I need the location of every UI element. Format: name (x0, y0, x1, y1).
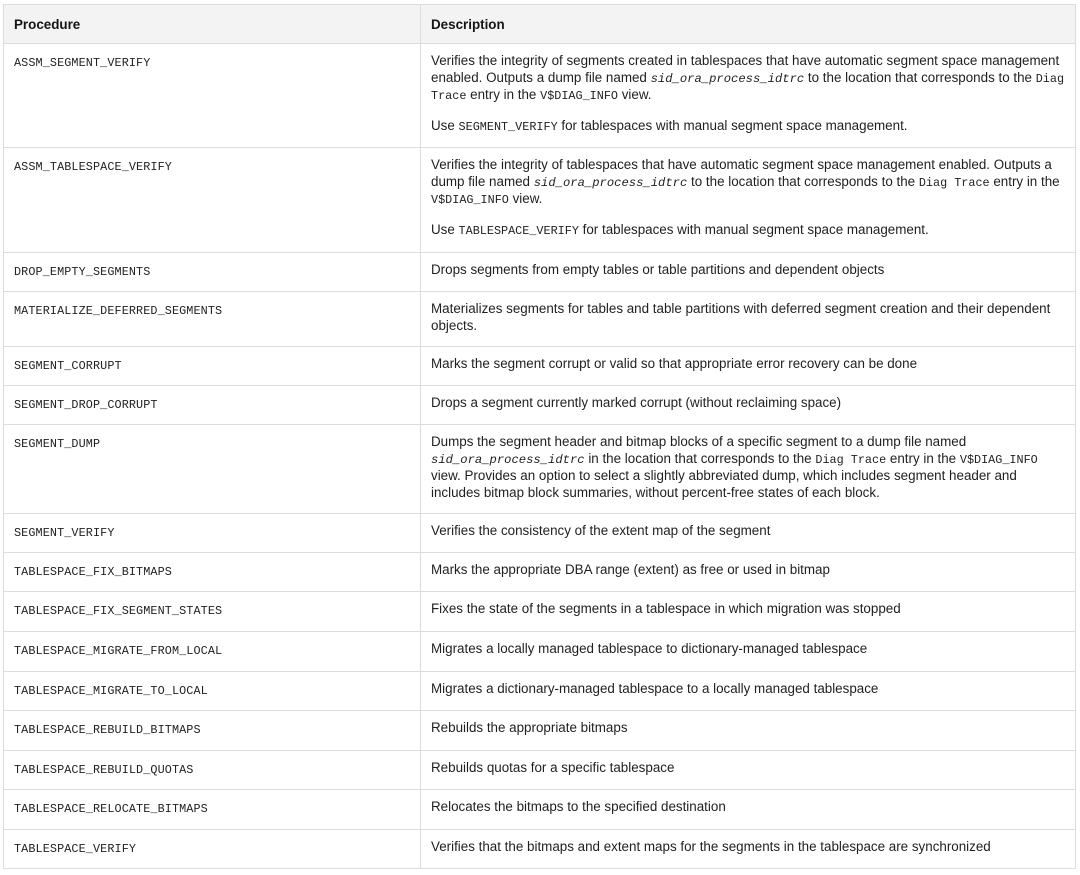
table-row (4, 672, 1076, 711)
column-header-description: Description (421, 5, 1076, 44)
table-row (4, 292, 1076, 347)
procedure-name: TABLESPACE_RELOCATE_BITMAPS (4, 790, 421, 830)
table-row (4, 711, 1076, 751)
table-row (4, 553, 1076, 592)
procedure-name: ASSM_SEGMENT_VERIFY (4, 44, 421, 148)
table-row (4, 347, 1076, 386)
procedure-name: TABLESPACE_REBUILD_QUOTAS (4, 751, 421, 790)
table-row (4, 751, 1076, 790)
procedure-description: Fixes the state of the segments in a tablespace in which migration was stopped (421, 592, 1076, 632)
procedure-description: Rebuilds quotas for a specific tablespace (421, 751, 1076, 790)
table-row (4, 44, 1076, 148)
procedure-name: DROP_EMPTY_SEGMENTS (4, 253, 421, 292)
procedure-name: TABLESPACE_VERIFY (4, 830, 421, 869)
table-row (4, 253, 1076, 292)
procedure-description: Marks the segment corrupt or valid so that appropriate error recovery can be done (421, 347, 1076, 386)
procedure-description: Migrates a dictionary-managed tablespace to a locally managed tablespace (421, 672, 1076, 711)
procedure-description: Verifies the integrity of tablespaces that have automatic segment space management enabled. Outputs a dump file named sid_ora_process_idtrc to the location that corresponds to the Diag Trace entry in the V$DIAG_INFO view. Use TABLESPACE_VERIFY for tablespaces with manual segment space management. (421, 148, 1076, 253)
procedure-name: TABLESPACE_MIGRATE_FROM_LOCAL (4, 632, 421, 672)
procedure-name: MATERIALIZE_DEFERRED_SEGMENTS (4, 292, 421, 347)
table-row (4, 632, 1076, 672)
procedure-name: TABLESPACE_REBUILD_BITMAPS (4, 711, 421, 751)
procedure-name: SEGMENT_DROP_CORRUPT (4, 386, 421, 425)
procedure-description: Migrates a locally managed tablespace to dictionary-managed tablespace (421, 632, 1076, 672)
procedure-description: Relocates the bitmaps to the specified destination (421, 790, 1076, 830)
procedure-description: Verifies the integrity of segments created in tablespaces that have automatic segment space management enabled. Outputs a dump file named sid_ora_process_idtrc to the location that corresponds to the Diag Trace entry in the V$DIAG_INFO view. Use SEGMENT_VERIFY for tablespaces with manual segment space management. (421, 44, 1076, 148)
procedure-description: Dumps the segment header and bitmap blocks of a specific segment to a dump file named sid_ora_process_idtrc in the location that corresponds to the Diag Trace entry in the V$DIAG_INFO view. Provides an option to select a slightly abbreviated dump, which includes segment header and includes bitmap block summaries, without percent-free states of each block. (421, 425, 1076, 514)
procedure-description: Marks the appropriate DBA range (extent) as free or used in bitmap (421, 553, 1076, 592)
procedure-name: SEGMENT_DUMP (4, 425, 421, 514)
column-header-procedure: Procedure (4, 5, 421, 44)
table-row (4, 386, 1076, 425)
procedure-description: Verifies that the bitmaps and extent maps for the segments in the tablespace are synchronized (421, 830, 1076, 869)
table-row (4, 425, 1076, 514)
procedure-name: ASSM_TABLESPACE_VERIFY (4, 148, 421, 253)
procedure-description: Drops a segment currently marked corrupt (without reclaiming space) (421, 386, 1076, 425)
table-row (4, 514, 1076, 553)
procedure-name: TABLESPACE_FIX_SEGMENT_STATES (4, 592, 421, 632)
table-row (4, 148, 1076, 253)
procedure-name: SEGMENT_CORRUPT (4, 347, 421, 386)
table-header-row (4, 5, 1076, 44)
procedure-name: TABLESPACE_FIX_BITMAPS (4, 553, 421, 592)
procedure-description: Materializes segments for tables and table partitions with deferred segment creation and their dependent objects. (421, 292, 1076, 347)
procedure-description: Drops segments from empty tables or table partitions and dependent objects (421, 253, 1076, 292)
procedure-description: Verifies the consistency of the extent map of the segment (421, 514, 1076, 553)
table-row (4, 830, 1076, 869)
table-row (4, 592, 1076, 632)
procedure-name: TABLESPACE_MIGRATE_TO_LOCAL (4, 672, 421, 711)
procedures-table (3, 4, 1076, 869)
procedure-description: Rebuilds the appropriate bitmaps (421, 711, 1076, 751)
table-row (4, 790, 1076, 830)
procedure-name: SEGMENT_VERIFY (4, 514, 421, 553)
